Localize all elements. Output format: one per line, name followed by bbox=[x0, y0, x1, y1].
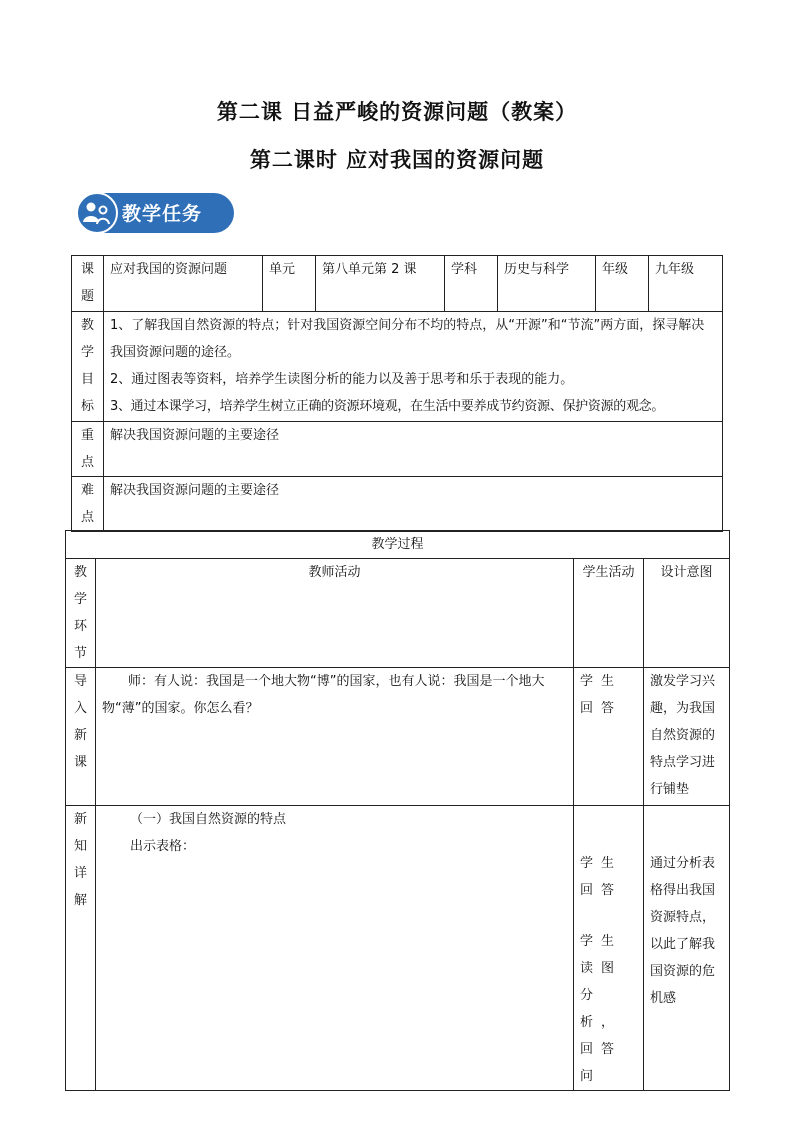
lesson-info-table bbox=[71, 255, 723, 532]
goals-label: 教学目标 bbox=[72, 312, 104, 422]
student-text: 学生回答 bbox=[580, 674, 623, 716]
goals-cell bbox=[104, 312, 723, 422]
col-intent: 设计意图 bbox=[644, 559, 730, 668]
grade-label: 年级 bbox=[596, 256, 649, 312]
teacher-activity-intro bbox=[96, 668, 574, 806]
stage-new-knowledge: 新知详解 bbox=[66, 806, 96, 1091]
teaching-task-badge bbox=[76, 192, 234, 234]
col-student: 学生活动 bbox=[574, 559, 644, 668]
difficult-point-label: 难点 bbox=[72, 477, 104, 532]
teaching-process-table bbox=[65, 530, 730, 1091]
page-title: 第二课 日益严峻的资源问题（教案） bbox=[216, 99, 578, 124]
goal-item: 2、通过图表等资料，培养学生读图分析的能力以及善于思考和乐于表现的能力。 bbox=[110, 372, 574, 387]
col-stage: 教学环节 bbox=[66, 559, 96, 668]
teacher-text: 师：有人说：我国是一个地大物“博”的国家，也有人说：我国是一个地大物“薄”的国家。你怎么看？ bbox=[102, 674, 545, 716]
student-text: 学生回答 bbox=[580, 856, 623, 898]
student-activity-new bbox=[574, 806, 644, 1091]
teacher-text: 出示表格： bbox=[130, 839, 196, 854]
intent-new bbox=[644, 806, 730, 1091]
intent-intro: 激发学习兴趣，为我国自然资源的特点学习进行铺垫 bbox=[644, 668, 730, 806]
key-point-value: 解决我国资源问题的主要途径 bbox=[104, 422, 723, 477]
col-teacher: 教师活动 bbox=[96, 559, 574, 668]
grade-value: 九年级 bbox=[649, 256, 723, 312]
teacher-activity-new bbox=[96, 806, 574, 1091]
student-activity-intro bbox=[574, 668, 644, 806]
difficult-point-value: 解决我国资源问题的主要途径 bbox=[104, 477, 723, 532]
page-subtitle: 第二课时 应对我国的资源问题 bbox=[249, 147, 545, 172]
unit-value: 第八单元第 2 课 bbox=[316, 256, 445, 312]
stage-intro: 导入新课 bbox=[66, 668, 96, 806]
topic-label: 课题 bbox=[72, 256, 104, 312]
intent-text: 通过分析表格得出我国资源特点，以此了解我国资源的危机感 bbox=[650, 856, 716, 1006]
section-heading: （一）我国自然资源的特点 bbox=[130, 812, 287, 827]
topic-value: 应对我国的资源问题 bbox=[104, 256, 263, 312]
process-title: 教学过程 bbox=[66, 531, 730, 559]
subject-value: 历史与科学 bbox=[498, 256, 596, 312]
student-text: 学生读图分析，回答问 bbox=[580, 934, 623, 1084]
goal-item: 3、通过本课学习，培养学生树立正确的资源环境观，在生活中要养成节约资源、保护资源的观念。 bbox=[110, 399, 665, 414]
badge-label: 教学任务 bbox=[122, 203, 203, 225]
subject-label: 学科 bbox=[445, 256, 498, 312]
goal-item: 1、了解我国自然资源的特点；针对我国资源空间分布不均的特点，从“开源”和“节流”两方面，探寻解决我国资源问题的途径。 bbox=[110, 318, 705, 360]
unit-label: 单元 bbox=[263, 256, 316, 312]
key-point-label: 重点 bbox=[72, 422, 104, 477]
